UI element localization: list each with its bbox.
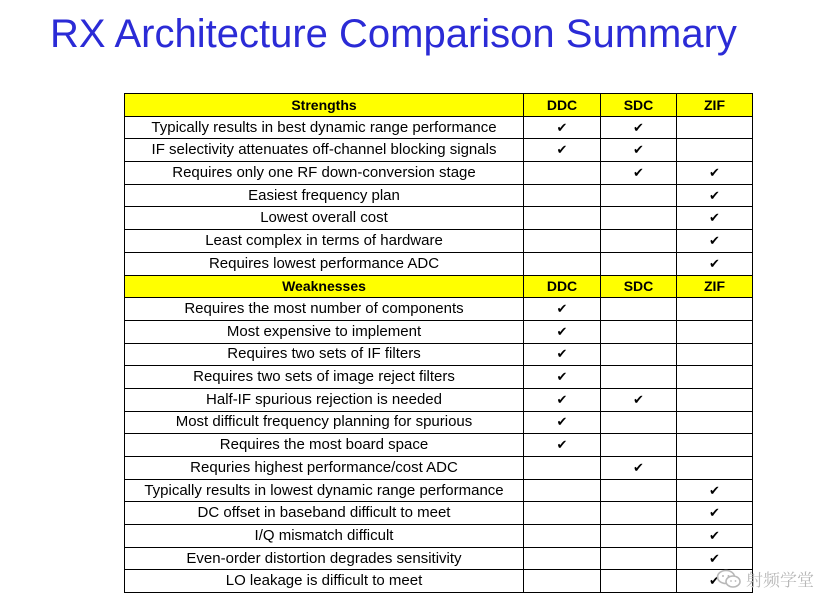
row-description: Requires two sets of IF filters — [125, 343, 524, 366]
check-cell-sdc — [601, 411, 677, 434]
table-row — [125, 525, 753, 548]
table-row — [125, 320, 753, 343]
check-cell-ddc: ✔ — [524, 411, 601, 434]
table-row — [125, 116, 753, 139]
check-cell-zif — [677, 388, 753, 411]
table-row — [125, 139, 753, 162]
table-row — [125, 388, 753, 411]
column-header-zif: ZIF — [677, 94, 753, 117]
check-cell-zif — [677, 343, 753, 366]
check-cell-sdc: ✔ — [601, 116, 677, 139]
check-cell-ddc — [524, 525, 601, 548]
check-cell-sdc: ✔ — [601, 388, 677, 411]
row-description: Half-IF spurious rejection is needed — [125, 388, 524, 411]
check-cell-sdc — [601, 479, 677, 502]
row-description: Typically results in best dynamic range performance — [125, 116, 524, 139]
check-cell-sdc: ✔ — [601, 162, 677, 185]
row-description: Typically results in lowest dynamic range performance — [125, 479, 524, 502]
row-description: Easiest frequency plan — [125, 184, 524, 207]
check-cell-ddc: ✔ — [524, 388, 601, 411]
watermark — [716, 566, 814, 591]
wechat-icon — [716, 569, 742, 589]
table-row — [125, 252, 753, 275]
weaknesses-header: Weaknesses — [125, 275, 524, 298]
check-cell-ddc: ✔ — [524, 116, 601, 139]
check-cell-ddc: ✔ — [524, 366, 601, 389]
check-cell-ddc — [524, 252, 601, 275]
check-cell-sdc — [601, 434, 677, 457]
check-cell-sdc — [601, 184, 677, 207]
row-description: Most expensive to implement — [125, 320, 524, 343]
check-cell-sdc — [601, 547, 677, 570]
table-row — [125, 547, 753, 570]
check-cell-zif: ✔ — [677, 184, 753, 207]
check-cell-ddc: ✔ — [524, 320, 601, 343]
check-cell-sdc — [601, 298, 677, 321]
watermark-text: 射频学堂 — [746, 571, 814, 590]
check-cell-zif: ✔ — [677, 525, 753, 548]
check-cell-ddc — [524, 502, 601, 525]
row-description: Requires the most number of components — [125, 298, 524, 321]
column-header-ddc: DDC — [524, 94, 601, 117]
column-header-sdc: SDC — [601, 275, 677, 298]
check-cell-sdc: ✔ — [601, 139, 677, 162]
row-description: Most difficult frequency planning for spurious — [125, 411, 524, 434]
check-cell-ddc: ✔ — [524, 298, 601, 321]
table-row — [125, 366, 753, 389]
check-cell-sdc — [601, 525, 677, 548]
check-cell-zif: ✔ — [677, 570, 753, 593]
check-cell-ddc — [524, 184, 601, 207]
check-cell-sdc — [601, 252, 677, 275]
table-row — [125, 184, 753, 207]
check-cell-zif — [677, 139, 753, 162]
row-description: Requires two sets of image reject filters — [125, 366, 524, 389]
check-cell-sdc — [601, 320, 677, 343]
table-row — [125, 570, 753, 593]
check-cell-ddc: ✔ — [524, 434, 601, 457]
check-cell-zif — [677, 434, 753, 457]
check-cell-zif: ✔ — [677, 502, 753, 525]
strengths-header-row — [125, 94, 753, 117]
check-cell-ddc — [524, 479, 601, 502]
check-cell-zif — [677, 411, 753, 434]
check-cell-sdc — [601, 230, 677, 253]
check-cell-zif: ✔ — [677, 207, 753, 230]
row-description: Requires only one RF down-conversion stage — [125, 162, 524, 185]
row-description: Requires the most board space — [125, 434, 524, 457]
check-cell-sdc — [601, 207, 677, 230]
check-cell-zif: ✔ — [677, 479, 753, 502]
check-cell-ddc — [524, 162, 601, 185]
table-row — [125, 298, 753, 321]
table-row — [125, 207, 753, 230]
column-header-zif: ZIF — [677, 275, 753, 298]
check-cell-zif: ✔ — [677, 162, 753, 185]
check-cell-ddc — [524, 457, 601, 480]
row-description: IF selectivity attenuates off-channel blocking signals — [125, 139, 524, 162]
row-description: Least complex in terms of hardware — [125, 230, 524, 253]
row-description: Requires lowest performance ADC — [125, 252, 524, 275]
check-cell-ddc: ✔ — [524, 343, 601, 366]
check-cell-ddc — [524, 547, 601, 570]
page-title: RX Architecture Comparison Summary — [50, 12, 737, 56]
table-row — [125, 162, 753, 185]
row-description: Requries highest performance/cost ADC — [125, 457, 524, 480]
check-cell-sdc: ✔ — [601, 457, 677, 480]
check-cell-sdc — [601, 343, 677, 366]
row-description: LO leakage is difficult to meet — [125, 570, 524, 593]
column-header-sdc: SDC — [601, 94, 677, 117]
check-cell-ddc — [524, 230, 601, 253]
check-cell-sdc — [601, 570, 677, 593]
weaknesses-header-row — [125, 275, 753, 298]
check-cell-zif — [677, 320, 753, 343]
check-cell-zif — [677, 116, 753, 139]
table-row — [125, 230, 753, 253]
check-cell-zif: ✔ — [677, 252, 753, 275]
comparison-table — [124, 93, 753, 593]
check-cell-zif — [677, 298, 753, 321]
table-row — [125, 479, 753, 502]
row-description: Lowest overall cost — [125, 207, 524, 230]
row-description: Even-order distortion degrades sensitivity — [125, 547, 524, 570]
check-cell-zif — [677, 366, 753, 389]
check-cell-zif — [677, 457, 753, 480]
check-cell-sdc — [601, 366, 677, 389]
table-row — [125, 411, 753, 434]
table-row — [125, 502, 753, 525]
row-description: I/Q mismatch difficult — [125, 525, 524, 548]
table-row — [125, 457, 753, 480]
check-cell-zif: ✔ — [677, 547, 753, 570]
check-cell-sdc — [601, 502, 677, 525]
column-header-ddc: DDC — [524, 275, 601, 298]
table-row — [125, 343, 753, 366]
strengths-header: Strengths — [125, 94, 524, 117]
check-cell-ddc — [524, 570, 601, 593]
row-description: DC offset in baseband difficult to meet — [125, 502, 524, 525]
check-cell-zif: ✔ — [677, 230, 753, 253]
check-cell-ddc: ✔ — [524, 139, 601, 162]
table-row — [125, 434, 753, 457]
check-cell-ddc — [524, 207, 601, 230]
